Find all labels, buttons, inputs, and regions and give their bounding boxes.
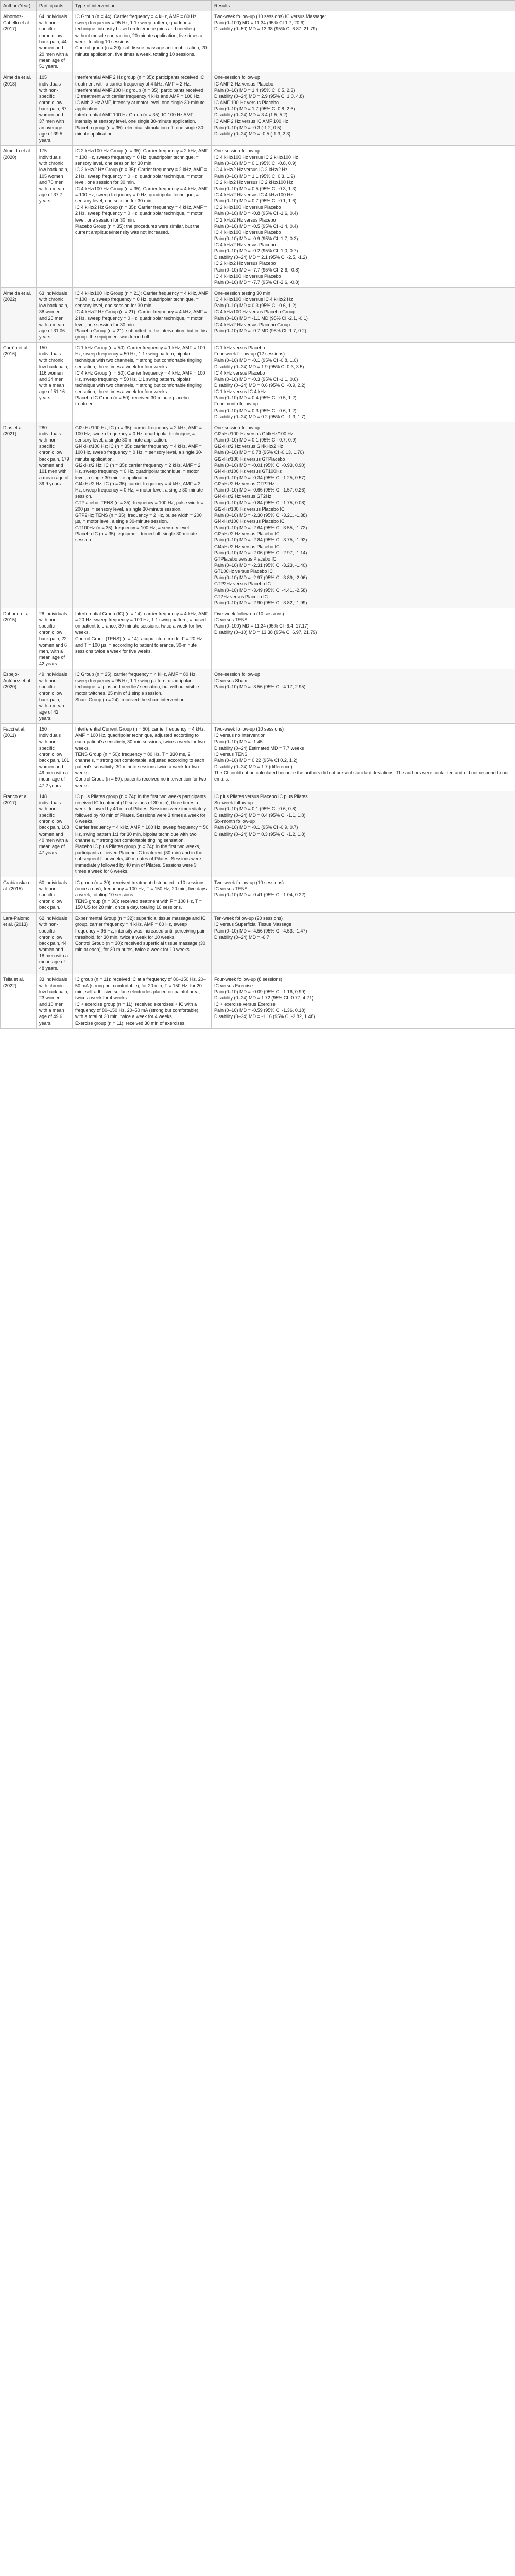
results-table: [0, 0, 515, 1029]
header-participants: Participants: [37, 1, 73, 11]
cell-intervention: Interferential Group (IC) (n = 14): carrier frequency = 4 kHz, AMF = 20 Hz, sweep frequency = 100 Hz, 1:1 swing pattern, = based on patient tolerance, 30-minute sessions, twice a week for five weeks. Control Group (TENS) (n = 14): acupuncture mode, F = 20 Hz and T = 100 µs, = according to patient tolerance, 30-minute sessions twice a week for five weeks.: [73, 608, 212, 669]
cell-results: Two-week follow-up (10 sessions) IC versus TENS Pain (0–10) MD = -0.41 (95% CI -1.04, 0.22): [212, 877, 515, 913]
cell-results: One-session follow-up GI2kHz/100 Hz versus GI4kHz/100 Hz Pain (0–10) MD = 0.1 (95% CI -0.7, 0.9) GI2kHz/2 Hz versus GI4kHz/2 Hz Pain (0–10) MD = 0.78 (95% CI -0.13, 1.70) GI2kHz/100 Hz versus GTPlacebo Pain (0–10) MD = -0.01 (95% CI -0.93, 0.90) GI4kHz/100 Hz versus GT100Hz Pain (0–10) MD = -0.34 (95% CI -1.25, 0.57) GI2kHz/2 Hz versus GTP2Hz Pain (0–10) MD = -0.66 (95% CI -1.57, 0.26) GI4kHz/2 Hz versus GT2Hz Pain (0–10) MD = -0.84 (95% CI -1.75, 0.08) GI2kHz/100 Hz versus Placebo IC Pain (0–10) MD = -2.30 (95% CI -3.21, -1.38) GI4kHz/100 Hz versus Placebo IC Pain (0–10) MD = -2.64 (95% CI -3.55, -1.72) GI2kHz/2 Hz versus Placebo IC Pain (0–10) MD = -2.84 (95% CI -3.75, -1.92) GI4kHz/2 Hz versus Placebo IC Pain (0–10) MD = -2.06 (95% CI -2.97, -1.14) GTPlacebo versus Placebo IC Pain (0–10) MD = -2.31 (95% CI -3.23, -1.40) GT100Hz versus Placebo IC Pain (0–10) MD = -2.97 (95% CI -3.89, -2.06) GTP2Hz versus Placebo IC Pain (0–10) MD = -3.49 (95% CI -4.41, -2.58) GT2Hz versus Placebo IC Pain (0–10) MD = -2.90 (95% CI -3.82, -1.99): [212, 422, 515, 608]
cell-intervention: Interferential Current Group (n = 50): carrier frequency = 4 kHz, AMF = 100 Hz, quadripolar technique, adjusted according to each patient's sensitivity, 30-min sessions, twice a week for two weeks. TENS Group (n = 50): frequency = 80 Hz, T = 330 ms, 2 channels, = strong but comfortable, adjusted according to each patient's sensitivity, 30-minute sessions twice a week for two weeks. Control Group (n = 50): patients received no intervention for two weeks.: [73, 724, 212, 791]
cell-intervention: IC group (n = 11): received IC at a frequency of 80–150 Hz, 20–50 mA (strong but comfortable), for 20 min, F = 150 Hz, for 20 min, self-adhesive surface electrodes placed on painful area, twice a week for 4 weeks. IC + exercise group (n = 11): received exercises + IC with a frequency of 80–150 Hz, 20–50 mA (strong but comfortable), with a total of 30 min, twice a week for 4 weeks. Exercise group (n = 11): received 30 min of exercises.: [73, 974, 212, 1028]
cell-participants: 150 individuals with non-specific chronic low back pain, 101 women and 49 men with a mean age of 47.2 years.: [37, 724, 73, 791]
table-row: [1, 974, 515, 1028]
cell-author: Dohnert et al. (2015): [1, 608, 37, 669]
table-row: [1, 724, 515, 791]
cell-participants: 62 individuals with non-specific chronic low back pain, 44 women and 18 men with a mean age of 48 years.: [37, 913, 73, 974]
cell-results: Two-week follow-up (10 sessions) IC versus no intervention Pain (0–10) MD = -1.45 Disability (0–24) Estimated MD = 7.7 weeks IC versus TENS Pain (0–10) MD = 0.22 (95% CI 0.2, 1.2) Disability (0–24) MD = 1.7 (difference). The CI could not be calculated because the authors did not present standard deviations. The authors were contacted and did not respond to our emails.: [212, 724, 515, 791]
cell-author: Lara-Palomo et al. (2013): [1, 913, 37, 974]
cell-results: One-session follow-up IC versus Sham Pain (0–10) MD = -3.56 (95% CI -4.17, 2.95): [212, 669, 515, 724]
cell-intervention: IC Group (n = 25): carrier frequency = 4 kHz, AMF = 80 Hz, sweep frequency = 95 Hz, 1:1 swing pattern, quadripolar technique, = 'pins and needles' sensation, but without visible motor twitches, 25 min of 1 single session. Sham Group (n = 24): received the sham intervention.: [73, 669, 212, 724]
table-row: [1, 877, 515, 913]
table-row: [1, 608, 515, 669]
table-row: [1, 422, 515, 608]
cell-intervention: IC 2 kHz/100 Hz Group (n = 35): Carrier frequency = 2 kHz, AMF = 100 Hz, sweep frequency = 0 Hz, quadripolar technique, = sensory level, one session for 30 min. IC 2 kHz/2 Hz Group (n = 35): Carrier frequency = 2 kHz, AMF = 2 Hz, sweep frequency = 0 Hz, quadripolar technique, = motor level, one session for 30 min. IC 4 kHz/100 Hz Group (n = 35): Carrier frequency = 4 kHz, AMF = 100 Hz, sweep frequency = 0 Hz, quadripolar technique, = sensory level, one session for 30 min. IC 4 kHz/2 Hz Group (n = 35): Carrier frequency = 4 kHz, AMF = 2 Hz, sweep frequency = 0 Hz, quadripolar technique, = motor level, one session for 30 min. Placebo Group (n = 35): the procedures were similar, but the current amplitude/intensity was not increased.: [73, 145, 212, 287]
cell-participants: 280 individuals with non-specific chronic low back pain, 179 women and 101 men with a mean age of 39.9 years.: [37, 422, 73, 608]
cell-author: Almeida et al. (2022): [1, 288, 37, 343]
header-row: [1, 1, 515, 11]
cell-participants: 60 individuals with non-specific chronic low back pain.: [37, 877, 73, 913]
cell-author: Espejo-Antúnez et al. (2020): [1, 669, 37, 724]
cell-participants: 28 individuals with non-specific chronic low back pain, 22 women and 6 men, with a mean age of 42 years.: [37, 608, 73, 669]
cell-intervention: Interferential AMF 2 Hz group (n = 35): participants received IC treatment with a carrier frequency of 4 kHz, AMF = 2 Hz. Interferential AMF 100 Hz group (n = 35): participants received IC treatment with carrier frequency 4 kHz and AMF = 100 Hz. IC with 2 Hz AMF, intensity at motor level, one single 30-minute application. Interferential AMF 100 Hz Group (n = 35): IC 100 Hz AMF; intensity at sensory level, one single 30-minute application. Placebo group (n = 35): electrical stimulation off, one single 30-minute application.: [73, 72, 212, 146]
cell-intervention: GI2kHz/100 Hz; IC (n = 35): carrier frequency = 2 kHz, AMF = 100 Hz, sweep frequency = 0 Hz, quadripolar technique, = sensory level, a single 30-minute application. GI4kHz/100 Hz; IC (n = 35): carrier frequency = 4 kHz, AMF = 100 Hz, sweep frequency = 0 Hz, = sensory level, a single 30-minute application. GI2kHz/2 Hz; IC (n = 35): carrier frequency = 2 kHz, AMF = 2 Hz, sweep frequency = 0 Hz, quadripolar technique, = motor level, a single 30-minute application. GI4kHz/2 Hz; IC (n = 35): carrier frequency = 4 kHz, AMF = 2 Hz, sweep frequency = 0 Hz, = motor level, a single 30-minute session. GTPlacebo; TENS (n = 35): frequency = 100 Hz, pulse width = 200 µs, = sensory level, a single 30-minute session. GTP2Hz; TENS (n = 35): frequency = 2 Hz, pulse width = 200 µs, = motor level, a single 30-minute session. GT100Hz (n = 35): frequency = 100 Hz, = sensory level. Placebo IC (n = 35): equipment turned off, single 30-minute session.: [73, 422, 212, 608]
cell-intervention: IC 1 kHz Group (n = 50): Carrier frequency = 1 kHz, AMF = 100 Hz, sweep frequency = 50 Hz, 1:1 swing pattern, bipolar technique with two channels, = strong but comfortable tingling sensation, three times a week for four weeks. IC 4 kHz Group (n = 50): Carrier frequency = 4 kHz, AMF = 100 Hz, sweep frequency = 50 Hz, 1:1 swing pattern, bipolar technique with two channels, = strong but comfortable tingling sensation, three times a week for four weeks. Placebo IC Group (n = 50): received 30-minute placebo treatment.: [73, 343, 212, 422]
cell-intervention: IC group (n = 30): received treatment distributed in 10 sessions (once a day), frequency = 100 Hz, F = 150 Hz, 20 min, five days a week, totaling 10 sessions. TENS group (n = 30): received treatment with F = 100 Hz, T = 150 US for 20 min, once a day, totaling 10 sessions.: [73, 877, 212, 913]
cell-author: Facci et al. (2011): [1, 724, 37, 791]
cell-results: Four-week follow-up (8 sessions) IC versus Exercise Pain (0–10) MD = -0.09 (95% CI -1.16, 0.99) Disability (0–24) MD = 1.72 (95% CI -0.77, 4.21) IC + exercise versus Exercise Pain (0–10) MD = -0.59 (95% CI -1.36, 0.18) Disability (0–24) MD = -1.16 (95% CI -3.82, 1.48): [212, 974, 515, 1028]
table-row: [1, 145, 515, 287]
table-row: [1, 669, 515, 724]
table-row: [1, 288, 515, 343]
cell-results: One-session follow-up IC AMF 2 Hz versus Placebo Pain (0–10) MD = 1.4 (95% CI 0.5, 2.3) Disability (0–24) MD = 2.9 (95% CI 1.0, 4.8) IC AMF 100 Hz versus Placebo Pain (0–10) MD = 1.7 (95% CI 0.8, 2.6) Disability (0–24) MD = 3.4 (1.5, 5.2) IC AMF 2 Hz versus IC AMF 100 Hz Pain (0–10) MD = -0.3 (-1.2, 0.5) Disability (0–24) MD = -0.5 (-1.3, 2.3): [212, 72, 515, 146]
table-row: [1, 11, 515, 72]
cell-author: Albornoz-Cabello et al. (2017): [1, 11, 37, 72]
cell-author: Almeida et al. (2018): [1, 72, 37, 146]
table-row: [1, 72, 515, 146]
table-row: [1, 913, 515, 974]
cell-participants: 64 individuals with non-specific chronic low back pain, 44 women and 20 men with a mean age of 51 years.: [37, 11, 73, 72]
table-row: [1, 791, 515, 877]
table-row: [1, 343, 515, 422]
cell-author: Corrêa et al. (2016): [1, 343, 37, 422]
cell-results: One-session follow-up IC 4 kHz/100 Hz versus IC 2 kHz/100 Hz Pain (0–10) MD = 0.1 (95% CI -0.8, 0.9) IC 4 kHz/2 Hz versus IC 2 kHz/2 Hz Pain (0–10) MD = 1.1 (95% CI 0.3, 1.9) IC 2 kHz/2 Hz versus IC 2 kHz/100 Hz Pain (0–10) MD = 0.5 (95% CI -0.3, 1.3) IC 4 kHz/2 Hz versus IC 4 kHz/100 Hz Pain (0–10) MD = 0.7 (95% CI -0.1, 1.6) IC 2 kHz/100 Hz versus Placebo Pain (0–10) MD = -0.8 (95% CI -1.6, 0.4) IC 2 kHz/2 Hz versus Placebo Pain (0–10) MD = -0.5 (95% CI -1.4, 0.4) IC 4 kHz/100 Hz versus Placebo Pain (0–10) MD = -0.9 (95% CI -1.7, 0.2) IC 4 kHz/2 Hz versus Placebo Pain (0–10) MD = -0.2 (95% CI -1.0, 0.7) Disability (0–24) MD = 2.1 (95% CI -2.5, -1.2) IC 2 kHz/2 Hz versus Placebo Pain (0–10) MD = -7.7 (95% CI -2.6, -0.8) IC 4 kHz/100 Hz versus Placebo Pain (0–10) MD = -7.7 (95% CI -2.6, -0.8): [212, 145, 515, 287]
cell-results: Two-week follow-up (10 sessions) IC versus Massage: Pain (0–100) MD = 11.34 (95% CI 1.7, 20.6) Disability (0–50) MD = 13.38 (95% CI 6.87, 21.79): [212, 11, 515, 72]
cell-participants: 49 individuals with non-specific chronic low back pain, with a mean age of 42 years.: [37, 669, 73, 724]
header-results: Results: [212, 1, 515, 11]
cell-intervention: IC 4 kHz/100 Hz Group (n = 21): Carrier frequency = 4 kHz, AMF = 100 Hz, sweep frequency = 0 Hz, quadripolar technique, = sensory level, one session for 30 min. IC 4 kHz/2 Hz Group (n = 21): Carrier frequency = 4 kHz, AMF = 2 Hz, sweep frequency = 0 Hz, quadripolar technique, = motor level, one session for 30 min. Placebo Group (n = 21): submitted to the intervention, but in this group, the equipment was turned off.: [73, 288, 212, 343]
cell-author: Franco et al. (2017): [1, 791, 37, 877]
header-author: Author (Year): [1, 1, 37, 11]
cell-author: Grabianska et al. (2015): [1, 877, 37, 913]
cell-participants: 175 individuals with chronic low back pain, 105 women and 70 men with a mean age of 37.7 years.: [37, 145, 73, 287]
cell-results: One-session testing 30 min IC 4 kHz/100 Hz versus IC 4 kHz/2 Hz Pain (0–10) MD = 0.3 (95% CI -0.6, 1.2) IC 4 kHz/100 Hz versus Placebo Group Pain (0–10) MD = -1.1 MD (95% CI -2.1, -0.1) IC 4 kHz/2 Hz versus Placebo Group Pain (0–10) MD = -0.7 MD (95% CI -1.7, 0.2): [212, 288, 515, 343]
cell-results: IC 1 kHz versus Placebo Four-week follow-up (12 sessions) Pain (0–10) MD = -0.1 (95% CI -0.8, 1.0) Disability (0–24) MD = 1.9 (95% CI 0.3, 3.5) IC 4 kHz versus Placebo Pain (0–10) MD = -0.3 (95% CI -1.1, 0.6) Disability (0–24) MD = 0.6 (95% CI -0.9, 2.2) IC 1 kHz versus IC 4 kHz Pain (0–10) MD = 0.4 (95% CI -0.5, 1.2) Four-month follow-up Pain (0–10) MD = 0.3 (95% CI -0.6, 1.2) Disability (0–24) MD = 0.2 (95% CI -1.3, 1.7): [212, 343, 515, 422]
cell-intervention: Experimental Group (n = 32): superficial tissue massage and IC group, carrier frequency = 4 kHz, AMF = 80 Hz, sweep frequency = 95 Hz, intensity was increased until perceiving pain threshold, for 30 min, twice a week for 10 weeks. Control Group (n = 30): received superficial tissue massage (30 min at each), for 30 minutes, twice a week for 10 weeks.: [73, 913, 212, 974]
cell-participants: 63 individuals with chronic low back pain, 38 women and 25 men with a mean age of 31.06 years.: [37, 288, 73, 343]
cell-author: Almeida et al. (2020): [1, 145, 37, 287]
cell-participants: 105 individuals with non-specific chronic low back pain, 67 women and 37 men with an average age of 39.5 years.: [37, 72, 73, 146]
cell-participants: 150 individuals with chronic low back pain, 116 women and 34 men with a mean age of 51.16 years.: [37, 343, 73, 422]
cell-author: Dias et al. (2021): [1, 422, 37, 608]
cell-participants: 33 individuals with chronic low back pain, 23 women and 10 men with a mean age of 49.6 years.: [37, 974, 73, 1028]
cell-results: IC plus Pilates versus Placebo IC plus Pilates Six-week follow-up Pain (0–10) MD = 0.1 (95% CI -0.6, 0.8) Disability (0–24) MD = 0.4 (95% CI -1.1, 1.8) Six-month follow-up Pain (0–10) MD = -0.1 (95% CI -0.9, 0.7) Disability (0–24) MD = 0.3 (95% CI -1.2, 1.8): [212, 791, 515, 877]
cell-results: Ten-week follow-up (20 sessions) IC versus Superficial Tissue Massage Pain (0–10) MD = -4.56 (95% CI -4.53, -1.47) Disability (0–24) MD = -6.7: [212, 913, 515, 974]
cell-intervention: IC plus Pilates group (n = 74): in the first two weeks participants received IC treatment (10 sessions of 30 min), three times a week, followed by 40 min of Pilates. Sessions were immediately followed by 40 min of Pilates. Sessions were 3 times a week for 6 weeks. Carrier frequency = 4 kHz, AMF = 100 Hz, sweep frequency = 50 Hz, swing pattern 1:1 for 30 min, bipolar technique with two channels, = strong but comfortable tingling sensation. Placebo IC plus Pilates group (n = 74): in the first two weeks, participants received Placebo IC treatment (30 min) and in the subsequent four weeks, 40 minutes of Pilates. Sessions were immediately followed by 40 min of Pilates. Sessions were 3 times a week for 6 weeks.: [73, 791, 212, 877]
cell-intervention: IC Group (n = 44): Carrier frequency = 4 kHz, AMF = 80 Hz, sweep frequency = 95 Hz, 1:1 sweep pattern, quadripolar technique, intensity based on tolerance (pins and needles) without muscle contraction, 20-minute application, five times a week, totaling 10 sessions. Control group (n = 20): soft tissue massage and mobilization, 20-minute application, five times a week, totaling 10 sessions.: [73, 11, 212, 72]
cell-author: Tella et al. (2022): [1, 974, 37, 1028]
cell-participants: 148 individuals with non-specific chronic low back pain, 108 women and 40 men with a mean age of 47 years.: [37, 791, 73, 877]
header-intervention: Type of intervention: [73, 1, 212, 11]
cell-results: Five-week follow-up (10 sessions) IC versus TENS Pain (0–100) MD = 11.34 (95% CI -6.4, 17.17) Disability (0–10) MD = 13.38 (95% CI 6.97, 21.79): [212, 608, 515, 669]
